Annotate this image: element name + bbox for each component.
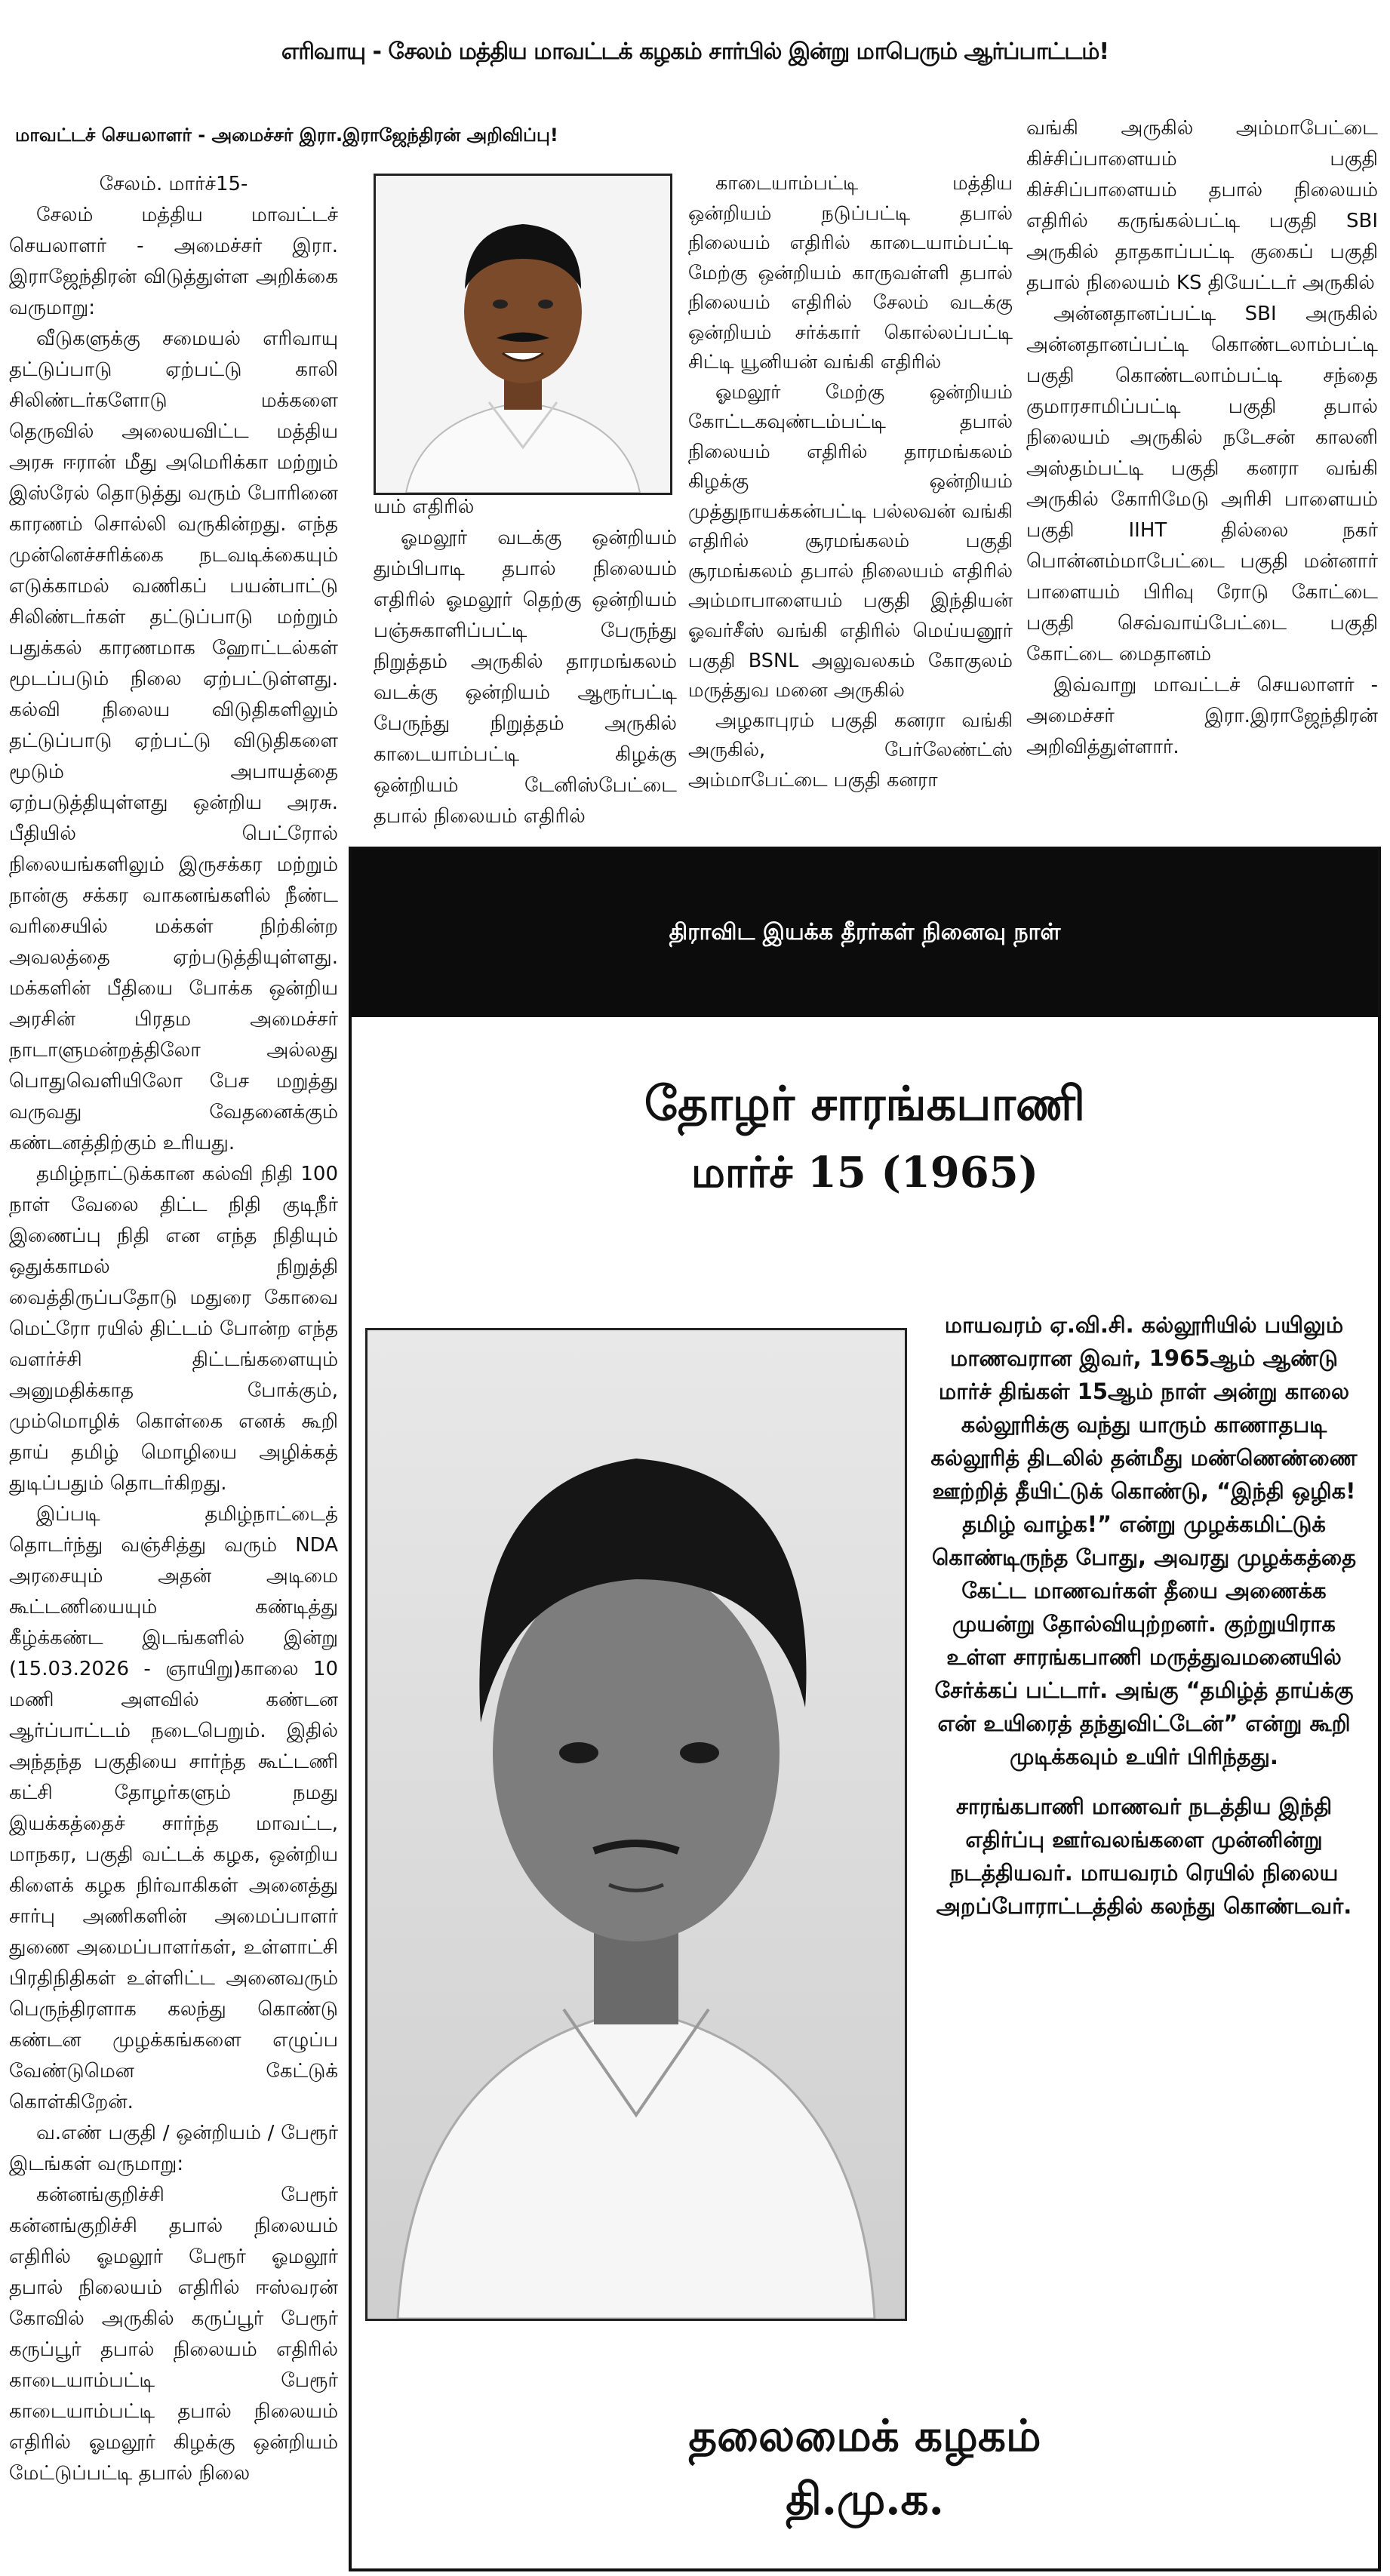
paragraph: சேலம் மத்திய மாவட்டச் செயலாளர் - அமைச்சர் இரா. இராஜேந்திரன் விடுத்துள்ள அறிக்கை வருமாறு: bbox=[9, 204, 338, 319]
memorial-footer bbox=[352, 2404, 1378, 2531]
article-column-2 bbox=[374, 492, 677, 832]
headline: எரிவாயு - சேலம் மத்திய மாவட்டக் கழகம் சார்பில் இன்று மாபெரும் ஆர்ப்பாட்டம்! bbox=[281, 38, 1109, 65]
paragraph: கன்னங்குறிச்சி பேரூர் கன்னங்குறிச்சி தபால் நிலையம் எதிரில் ஓமலூர் பேரூர் ஓமலூர் தபால் நிலையம் எதிரில் ஈஸ்வரன் கோவில் அருகில் கருப்பூர் பேரூர் கருப்பூர் தபால் நிலையம் எதிரில் காடையாம்பட்டி பேரூர் காடையாம்பட்டி தபால் நிலையம் எதிரில் ஓமலூர் கிழக்கு ஒன்றியம் மேட்டுப்பட்டி தபால் நிலை bbox=[9, 2184, 338, 2485]
paragraph: தமிழ்நாட்டுக்கான கல்வி நிதி 100 நாள் வேலை திட்ட நிதி குடிநீர் இணைப்பு நிதி என எந்த நிதியும் ஒதுக்காமல் நிறுத்தி வைத்திருப்பதோடு மதுரை கோவை மெட்ரோ ரயில் திட்டம் போன்ற எந்த வளர்ச்சி திட்டங்களையும் அனுமதிக்காத போக்கும், மும்மொழிக் கொள்கை எனக் கூறி தாய் தமிழ் மொழியை அழிக்கத் துடிப்பதும் தொடர்கிறது. bbox=[9, 1163, 338, 1495]
dateline: சேலம். மார்ச்15- bbox=[99, 173, 248, 195]
memorial-date: மார்ச் 15 (1965) bbox=[690, 1148, 1039, 1197]
portrait-icon bbox=[367, 1330, 905, 2319]
article-column-1 bbox=[9, 169, 338, 2489]
memorial-notice bbox=[349, 847, 1381, 2571]
article-column-3 bbox=[688, 169, 1013, 795]
paragraph: ஓமலூர் வடக்கு ஒன்றியம் தும்பிபாடி தபால் நிலையம் எதிரில் ஓமலூர் தெற்கு ஒன்றியம் பஞ்சுகாளிப்பட்டி பேருந்து நிறுத்தம் அருகில் தாரமங்கலம் வடக்கு ஒன்றியம் ஆரூர்பட்டி பேருந்து நிறுத்தம் அருகில் காடையாம்பட்டி கிழக்கு ஒன்றியம் டேனிஸ்பேட்டை தபால் நிலையம் எதிரில் bbox=[374, 527, 677, 828]
minister-photo bbox=[374, 174, 672, 495]
paragraph: இவ்வாறு மாவட்டச் செயலாளர் - அமைச்சர் இரா.இராஜேந்திரன் அறிவித்துள்ளார். bbox=[1026, 674, 1378, 758]
paragraph: யம் எதிரில் bbox=[374, 496, 475, 518]
paragraph: அழகாபுரம் பகுதி கனரா வங்கி அருகில், பேர்லேண்ட்ஸ் அம்மாபேட்டை பகுதி கனரா bbox=[688, 709, 1013, 792]
paragraph: வ.எண் பகுதி / ஒன்றியம் / பேரூர் இடங்கள் வருமாறு: bbox=[9, 2122, 338, 2175]
paragraph: வங்கி அருகில் அம்மாபேட்டை கிச்சிப்பாளையம் பகுதி கிச்சிப்பாளையம் தபால் நிலையம் எதிரில் கருங்கல்பட்டி பகுதி SBI அருகில் தாதகாப்பட்டி குகைப் பகுதி தபால் நிலையம் KS தியேட்டர் அருகில் bbox=[1026, 117, 1378, 294]
article-column-4 bbox=[1026, 113, 1378, 763]
memorial-footer-line-2: தி.மு.க. bbox=[786, 2473, 944, 2525]
paragraph: அன்னதானப்பட்டி SBI அருகில் அன்னதானப்பட்டி கொண்டலாம்பட்டி பகுதி கொண்டலாம்பட்டி சந்தை குமாரசாமிப்பட்டி பகுதி தபால் நிலையம் அருகில் நடேசன் காலனி அஸ்தம்பட்டி பகுதி கனரா வங்கி அருகில் கோரிமேடு அரிசி பாளையம் பகுதி IIHT தில்லை நகர் பொன்னம்மாபேட்டை பகுதி மன்னார் பாளையம் பிரிவு ரோடு கோட்டை பகுதி செவ்வாய்பேட்டை பகுதி கோட்டை மைதானம் bbox=[1026, 303, 1378, 666]
memorial-photo bbox=[365, 1328, 907, 2321]
memorial-paragraph-1: மாயவரம் ஏ.வி.சி. கல்லூரியில் பயிலும் மாணவரான இவர், 1965ஆம் ஆண்டு மார்ச் திங்கள் 15ஆம் நாள் அன்று காலை கல்லூரிக்கு வந்து யாரும் காணாதபடி கல்லூரித் திடலில் தன்மீது மண்ணெண்ணை ஊற்றித் தீயிட்டுக் கொண்டு, “இந்தி ஒழிக! தமிழ் வாழ்க!” என்று முழக்கமிட்டுக் கொண்டிருந்த போது, அவரது முழக்கத்தை கேட்ட மாணவர்கள் தீயை அணைக்க முயன்று தோல்வியுற்றனர். குற்றுயிராக உள்ள சாரங்கபாணி மருத்துவமனையில் சேர்க்கப் பட்டார். அங்கு “தமிழ்த் தாய்க்கு என் உயிரைத் தந்துவிட்டேன்” என்று கூறி முடிக்கவும் உயிர் பிரிந்தது. bbox=[930, 1312, 1358, 1769]
memorial-paragraph-2: சாரங்கபாணி மாணவர் நடத்திய இந்தி எதிர்ப்பு ஊர்வலங்களை முன்னின்று நடத்தியவர். மாயவரம் ரெயில் நிலைய அறப்போராட்டத்தில் கலந்து கொண்டவர். bbox=[936, 1794, 1352, 1919]
paragraph: இப்படி தமிழ்நாட்டைத் தொடர்ந்து வஞ்சித்து வரும் NDA அரசையும் அதன் அடிமை கூட்டணியையும் கண்டித்து கீழ்க்கண்ட இடங்களில் இன்று (15.03.2026 - ஞாயிறு)காலை 10 மணி அளவில் கண்டன ஆர்ப்பாட்டம் நடைபெறும். இதில் அந்தந்த பகுதியை சார்ந்த கூட்டணி கட்சி தோழர்களும் நமது இயக்கத்தைச் சார்ந்த மாவட்ட, மாநகர, பகுதி வட்டக் கழக, ஒன்றிய கிளைக் கழக நிர்வாகிகள் அனைத்து சார்பு அணிகளின் அமைப்பாளர் துணை அமைப்பாளர்கள், உள்ளாட்சி பிரதிநிதிகள் உள்ளிட்ட அனைவரும் பெருந்திரளாக கலந்து கொண்டு கண்டன முழக்கங்களை எழுப்ப வேண்டுமென கேட்டுக் கொள்கிறேன். bbox=[9, 1503, 338, 2113]
memorial-footer-line-1: தலைமைக் கழகம் bbox=[688, 2410, 1041, 2461]
portrait-icon bbox=[376, 176, 670, 493]
memorial-name: தோழர் சாரங்கபாணி bbox=[644, 1076, 1086, 1131]
memorial-bio bbox=[925, 1308, 1363, 1939]
subheadline: மாவட்டச் செயலாளர் - அமைச்சர் இரா.இராஜேந்திரன் அறிவிப்பு! bbox=[15, 124, 558, 146]
paragraph: காடையாம்பட்டி மத்திய ஒன்றியம் நடுப்பட்டி தபால் நிலையம் எதிரில் காடையாம்பட்டி மேற்கு ஒன்றியம் காருவள்ளி தபால் நிலையம் எதிரில் சேலம் வடக்கு ஒன்றியம் சர்க்கார் கொல்லப்பட்டி சிட்டி யூனியன் வங்கி எதிரில் bbox=[688, 172, 1013, 374]
memorial-band-title: திராவிட இயக்க தீரர்கள் நினைவு நாள் bbox=[352, 850, 1378, 1017]
paragraph: வீடுகளுக்கு சமையல் எரிவாயு தட்டுப்பாடு ஏற்பட்டு காலி சிலிண்டர்களோடு மக்களை தெருவில் அலையவிட்ட மத்திய அரசு ஈரான் மீது அமெரிக்கா மற்றும் இஸ்ரேல் தொடுத்து வரும் போரினை காரணம் சொல்லி வருகின்றது. எந்த முன்னெச்சரிக்கை நடவடிக்கையும் எடுக்காமல் வணிகப் பயன்பாட்டு சிலிண்டர்கள் தட்டுப்பாடு மற்றும் பதுக்கல் காரணமாக ஹோட்டல்கள் மூடப்படும் நிலை ஏற்பட்டுள்ளது. கல்வி நிலைய விடுதிகளிலும் தட்டுப்பாடு ஏற்பட்டு விடுதிகளை மூடும் அபாயத்தை ஏற்படுத்தியுள்ளது ஒன்றிய அரசு. பீதியில் பெட்ரோல் நிலையங்களிலும் இருசக்கர மற்றும் நான்கு சக்கர வாகனங்களில் நீண்ட வரிசையில் மக்கள் நிற்கின்ற அவலத்தை ஏற்படுத்தியுள்ளது. மக்களின் பீதியை போக்க ஒன்றிய அரசின் பிரதம அமைச்சர் நாடாளுமன்றத்திலோ அல்லது பொதுவெளியிலோ பேச மறுத்து வருவது வேதனைக்கும் கண்டனத்திற்கும் உரியது. bbox=[9, 327, 338, 1154]
paragraph: ஓமலூர் மேற்கு ஒன்றியம் கோட்டகவுண்டம்பட்டி தபால் நிலையம் எதிரில் தாரமங்கலம் கிழக்கு ஒன்றியம் முத்துநாயக்கன்பட்டி பல்லவன் வங்கி எதிரில் சூரமங்கலம் பகுதி சூரமங்கலம் தபால் நிலையம் எதிரில் அம்மாபாளையம் பகுதி இந்தியன் ஓவர்சீஸ் வங்கி எதிரில் மெய்யனூர் பகுதி BSNL அலுவலகம் கோகுலம் மருத்துவ மனை அருகில் bbox=[688, 380, 1013, 702]
